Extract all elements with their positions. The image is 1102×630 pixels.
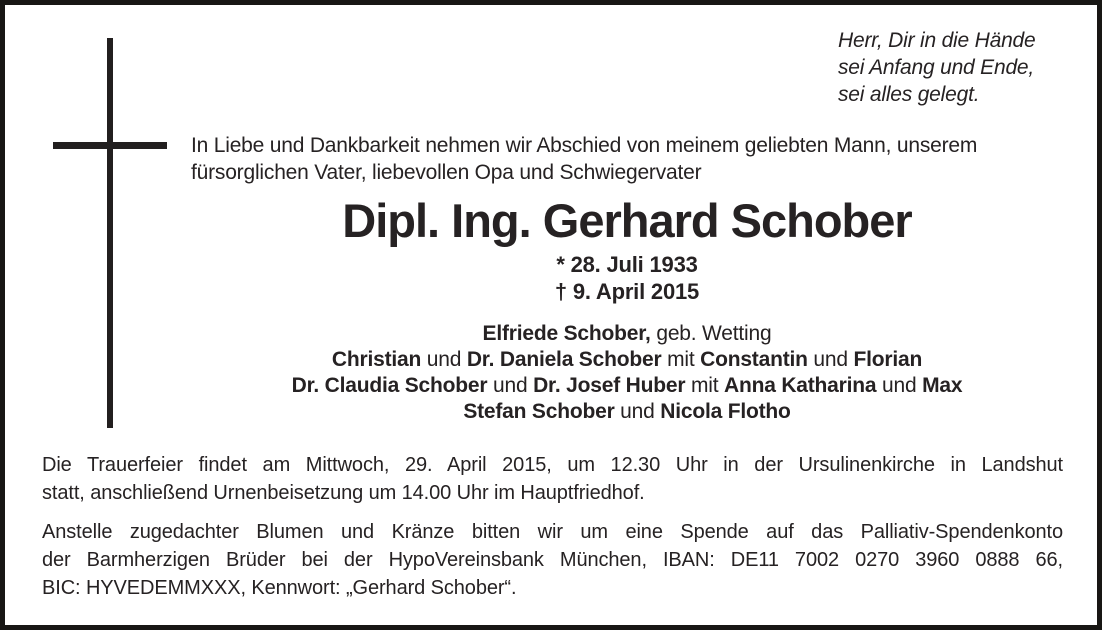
donation-info-line: BIC: HYVEDEMMXXX, Kennwort: „Gerhard Schober“. <box>42 577 517 599</box>
family-name: Florian <box>853 348 923 371</box>
family-name: Dr. Josef Huber <box>533 374 686 397</box>
donation-info-line: Anstelle zugedachter Blumen und Kränze bitten wir um eine Spende auf das Palliativ-Spendenkonto <box>42 521 1063 543</box>
family-text: und <box>876 374 923 397</box>
family-name: Christian <box>331 348 422 371</box>
family-name: Dr. Daniela Schober <box>466 348 662 371</box>
donation-info <box>42 518 1063 602</box>
cross-icon-vertical-bar <box>107 38 113 428</box>
lower-block <box>42 451 1063 613</box>
epigraph-line: sei alles gelegt. <box>838 83 980 106</box>
birth-date: * 28. Juli 1933 <box>556 252 698 277</box>
intro-line: In Liebe und Dankbarkeit nehmen wir Abschied von meinem geliebten Mann, unserem <box>191 134 978 157</box>
family-text: und <box>487 374 534 397</box>
family-text: mit <box>685 374 724 397</box>
family-text: und <box>421 348 467 371</box>
family-name: Dr. Claudia Schober <box>291 374 488 397</box>
family-name: Stefan Schober <box>463 400 615 423</box>
family-name: Anna Katharina <box>723 374 877 397</box>
family-text: und <box>807 348 854 371</box>
family-text: geb. Wetting <box>650 322 772 345</box>
deceased-name: Dipl. Ing. Gerhard Schober <box>342 194 912 247</box>
service-info-line: Die Trauerfeier findet am Mittwoch, 29. April 2015, um 12.30 Uhr in der Ursulinenkirche in Landshut <box>42 454 1063 476</box>
service-info <box>42 451 1063 507</box>
cross-icon-horizontal-bar <box>53 142 167 149</box>
family-line <box>191 347 1063 373</box>
family-text: und <box>614 400 661 423</box>
family-text: mit <box>661 348 701 371</box>
family-name: Nicola Flotho <box>660 400 791 423</box>
family-name: Elfriede Schober, <box>482 322 651 345</box>
intro-text <box>191 132 1063 186</box>
life-dates <box>191 251 1063 305</box>
epigraph-line: sei Anfang und Ende, <box>838 56 1035 79</box>
family-list <box>191 321 1063 425</box>
family-line <box>191 399 1063 425</box>
service-info-line: statt, anschließend Urnenbeisetzung um 14.00 Uhr im Hauptfriedhof. <box>42 482 645 504</box>
epigraph-verse <box>838 27 1036 108</box>
donation-info-line: der Barmherzigen Brüder bei der HypoVereinsbank München, IBAN: DE11 7002 0270 3960 0888 66, <box>42 549 1063 571</box>
intro-line: fürsorglichen Vater, liebevollen Opa und Schwiegervater <box>191 161 702 184</box>
family-name: Constantin <box>700 348 808 371</box>
upper-block <box>191 132 1063 425</box>
epigraph-line: Herr, Dir in die Hände <box>838 29 1036 52</box>
family-line <box>191 321 1063 347</box>
family-line <box>191 373 1063 399</box>
death-date: † 9. April 2015 <box>554 279 700 304</box>
family-name: Max <box>922 374 963 397</box>
